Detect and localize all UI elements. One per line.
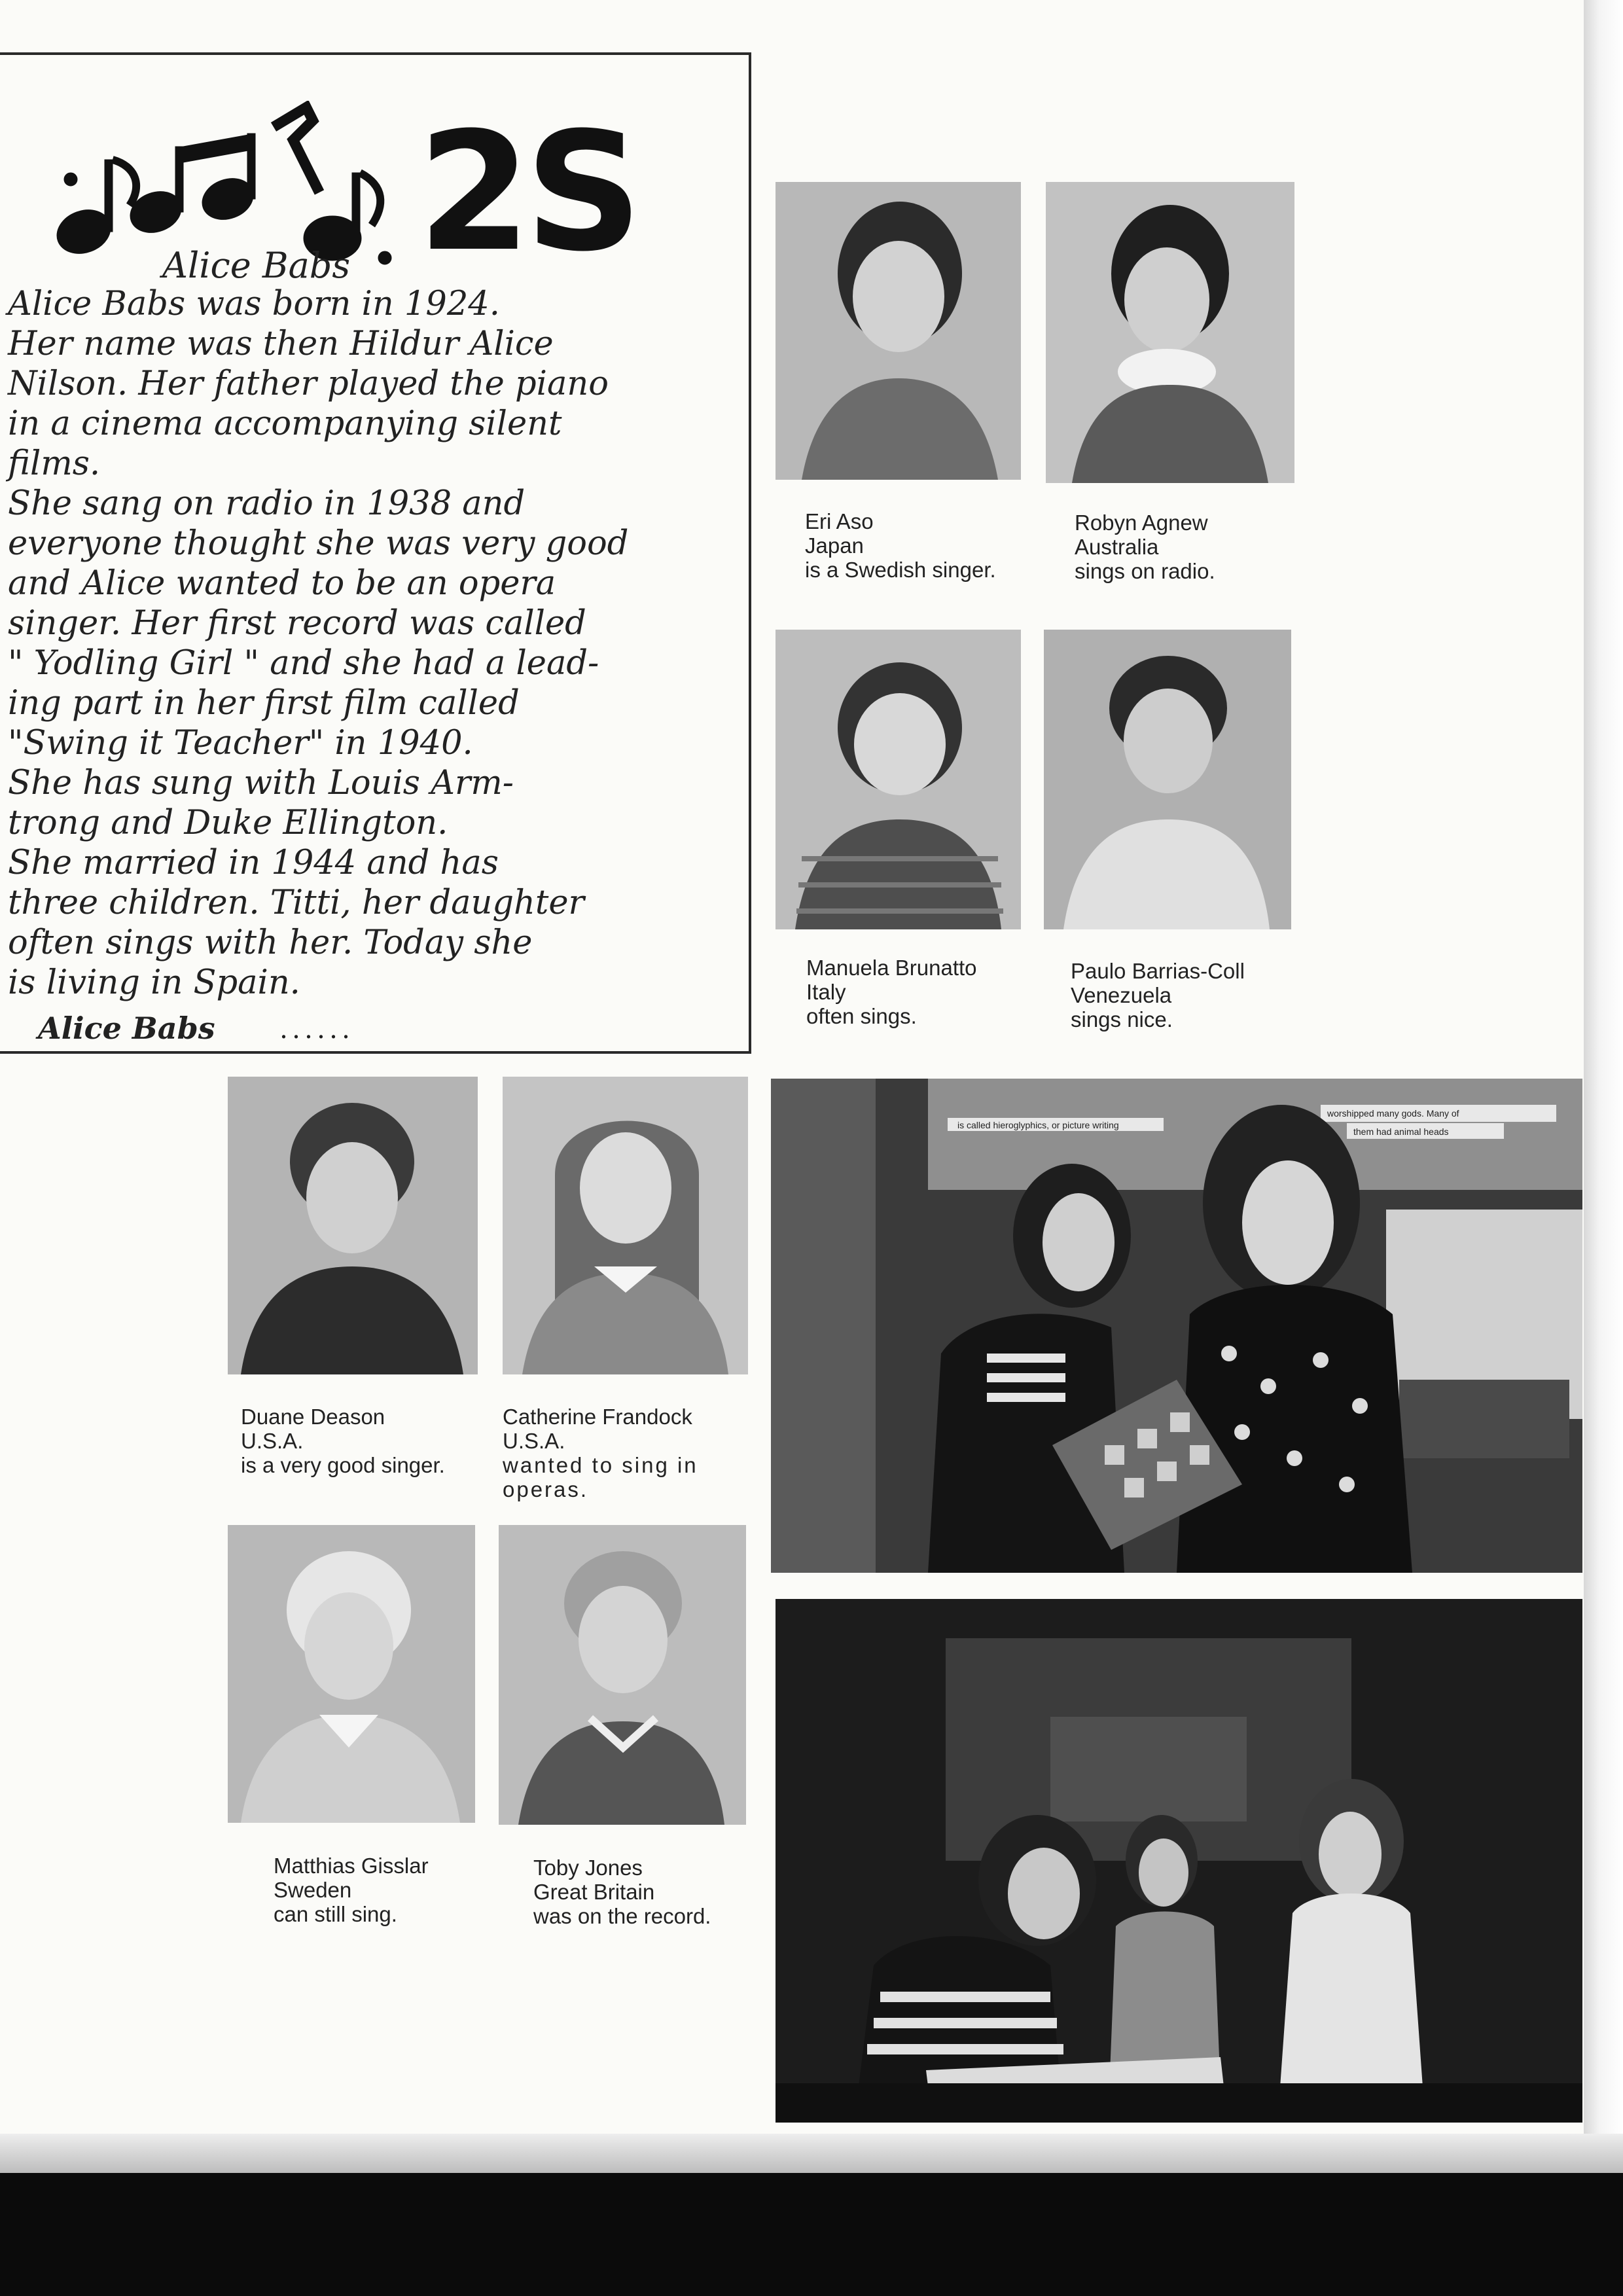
story-paragraph: She married in 1944 and has three children. Titti, her daughter often sings with her. Today she is living in Spain. — [8, 844, 584, 1002]
alice-babs-story-box — [0, 52, 751, 1054]
class-label: 2S — [418, 97, 637, 287]
classroom-photo-girls — [776, 1599, 1582, 2123]
wall-sign-1: is called hieroglyphics, or picture writing — [957, 1120, 1119, 1130]
child-country: Sweden — [274, 1878, 352, 1902]
child-name: Paulo Barrias-Coll — [1071, 959, 1245, 983]
wall-sign-3: them had animal heads — [1353, 1126, 1449, 1137]
story-body — [8, 284, 728, 1003]
child-name: Catherine Frandock — [503, 1405, 692, 1429]
child-country: Australia — [1075, 535, 1159, 559]
wall-sign-2: worshipped many gods. Many of — [1327, 1108, 1459, 1119]
child-country: Japan — [805, 533, 864, 558]
child-note: was on the record. — [533, 1904, 711, 1928]
story-title: Alice Babs — [162, 245, 351, 286]
portrait-robyn-agnew — [1046, 182, 1294, 483]
signature: Alice Babs — [38, 1011, 215, 1046]
child-note: often sings. — [806, 1004, 917, 1028]
portrait-duane-deason — [228, 1077, 478, 1374]
child-name: Robyn Agnew — [1075, 511, 1208, 535]
portrait-eri-aso — [776, 182, 1021, 480]
child-note: is a very good singer. — [241, 1453, 445, 1477]
child-note: sings on radio. — [1075, 559, 1215, 583]
portrait-toby-jones — [499, 1525, 746, 1825]
child-name: Eri Aso — [805, 509, 874, 533]
scan-black-border — [0, 2173, 1623, 2296]
child-country: Italy — [806, 980, 846, 1004]
child-name: Matthias Gisslar — [274, 1854, 429, 1878]
child-country: Great Britain — [533, 1880, 655, 1904]
caption-paulo-barrias-coll — [1071, 959, 1306, 1031]
child-country: U.S.A. — [503, 1429, 565, 1453]
caption-matthias-gisslar — [274, 1854, 496, 1926]
story-paragraph: She has sung with Louis Arm- trong and Duke Ellington. — [8, 764, 514, 842]
child-note: is a Swedish singer. — [805, 558, 996, 582]
child-country: Venezuela — [1071, 983, 1172, 1007]
signature-dots: ...... — [280, 1013, 355, 1045]
caption-robyn-agnew — [1075, 511, 1297, 583]
portrait-paulo-barrias-coll — [1044, 630, 1291, 929]
child-country: U.S.A. — [241, 1429, 304, 1453]
child-note: wanted to sing in operas. — [503, 1453, 698, 1501]
child-name: Manuela Brunatto — [806, 956, 977, 980]
scan-bottom-strip — [0, 2134, 1623, 2173]
page-edge-shadow — [1584, 0, 1623, 2134]
caption-toby-jones — [533, 1856, 756, 1928]
caption-duane-deason — [241, 1405, 490, 1477]
portrait-manuela-brunatto — [776, 630, 1021, 929]
portrait-catherine-frandock — [503, 1077, 748, 1374]
portrait-matthias-gisslar — [228, 1525, 475, 1823]
caption-eri-aso — [805, 509, 1027, 582]
child-name: Duane Deason — [241, 1405, 385, 1429]
child-note: sings nice. — [1071, 1007, 1173, 1031]
story-paragraph: Alice Babs was born in 1924. Her name was then Hildur Alice Nilson. Her father played the piano in a cinema accompanying silent films. — [8, 285, 609, 483]
story-paragraph: She sang on radio in 1938 and everyone thought she was very good and Alice wanted to be an opera singer. Her first record was called " Yodling Girl " and she had a lead- ing part in her first film called "Swing it Teacher" in 1940. — [8, 484, 629, 762]
caption-manuela-brunatto — [806, 956, 1029, 1028]
classroom-photo-teacher — [771, 1079, 1582, 1573]
child-note: can still sing. — [274, 1902, 397, 1926]
child-name: Toby Jones — [533, 1856, 643, 1880]
caption-catherine-frandock — [503, 1405, 751, 1501]
